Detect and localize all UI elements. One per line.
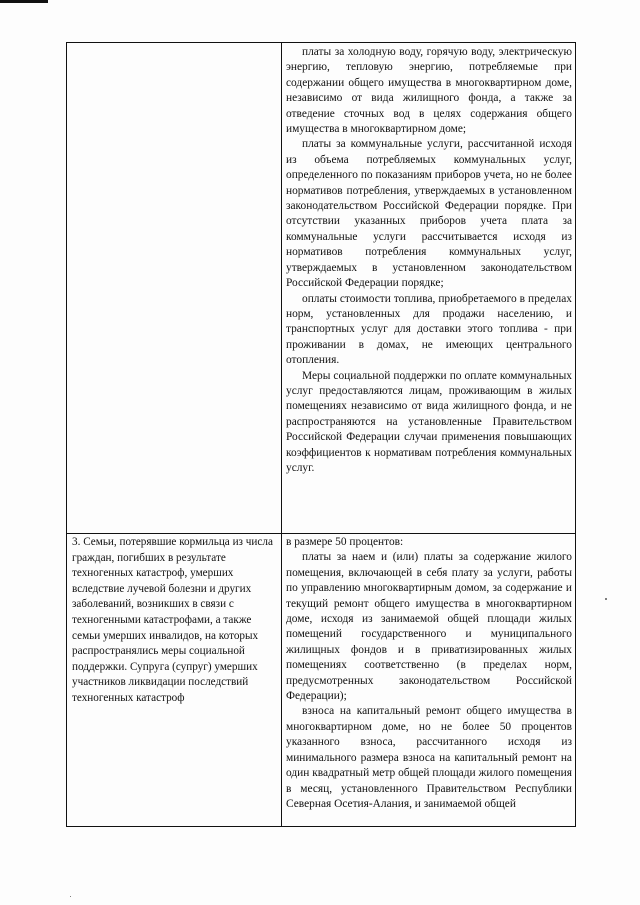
paragraph-fuel-cost: оплаты стоимости топлива, приобретаемого в пределах норм, установленных для продажи населению, и транспортных услуг для доставки этого топлива - при проживании в домах, не имеющих центрального отопления. (286, 292, 572, 367)
paragraph-utility-services: платы за коммунальные услуги, рассчитанной исходя из объема потребляемых коммунальных услуг, определенного по показаниям приборов учета, но не более нормативов потребления, утверждаемых в установленном законодательством Российской Федерации порядке. При отсутствии указанных приборов учета плата за коммунальные услуги рассчитывается исходя из нормативов потребления коммунальных услуг, утверждаемых в установленном законодательством Российской Федерации порядке; (286, 138, 572, 290)
paragraph-rent-maintenance: платы за наем и (или) платы за содержание жилого помещения, включающей в себя плату за услуги, работы по управлению многоквартирным домом, за содержание и текущий ремонт общего имущества в многоквартирном доме, исходя из занимаемой общей площади жилых помещений государственного и муниципального жилищных фондов и в приватизированных жилых помещениях соответственно (в пределах норм, предусмотренных законодательством Российской Федерации); (286, 551, 572, 703)
category-3-label: 3. Семьи, потерявшие кормильца из числа граждан, погибших в результате техногенных катастроф, умерших вследствие лучевой болезни и других заболеваний, возникших в связи с техногенными катастрофами, а также семьи умерших инвалидов, на которых распространялись меры социальной поддержки. Супруга (супруг) умерших участников ликвидации последствий техногенных катастроф (72, 536, 273, 704)
column-divider (281, 43, 282, 826)
paragraph-water-electricity: платы за холодную воду, горячую воду, электрическую энергию, тепловую энергию, потребляемые при содержании общего имущества в многоквартирном доме, независимо от вида жилищного фонда, а также за отведение сточных вод в целях содержания общего имущества в многоквартирном доме; (286, 46, 572, 136)
paragraph-capital-repair: взноса на капитальный ремонт общего имущества в многоквартирном доме, но не более 50 процентов указанного взноса, рассчитанного исходя из минимального размера взноса на капитальный ремонт на один квадратный метр общей площади жилого помещения в месяц, установленного Правительством Республики Северная Осетия-Алания, и занимаемой общей (286, 705, 572, 810)
paragraph-support-conditions: Меры социальной поддержки по оплате коммунальных услуг предоставляются лицам, проживающим в жилых помещениях независимо от вида жилищного фонда, и не распространяются на установленные Правительством Российской Федерации случаи применения повышающих коэффициентов к нормативам потребления коммунальных услуг. (286, 369, 572, 474)
top-rule (0, 0, 48, 3)
row-divider (67, 533, 575, 534)
scan-speck (70, 896, 71, 897)
scan-speck (605, 598, 607, 600)
discount-size-line: в размере 50 процентов: (286, 536, 404, 548)
benefits-table (66, 42, 576, 827)
measures-cell-continued (283, 45, 575, 476)
measures-cell (283, 535, 575, 812)
category-cell (69, 535, 279, 707)
